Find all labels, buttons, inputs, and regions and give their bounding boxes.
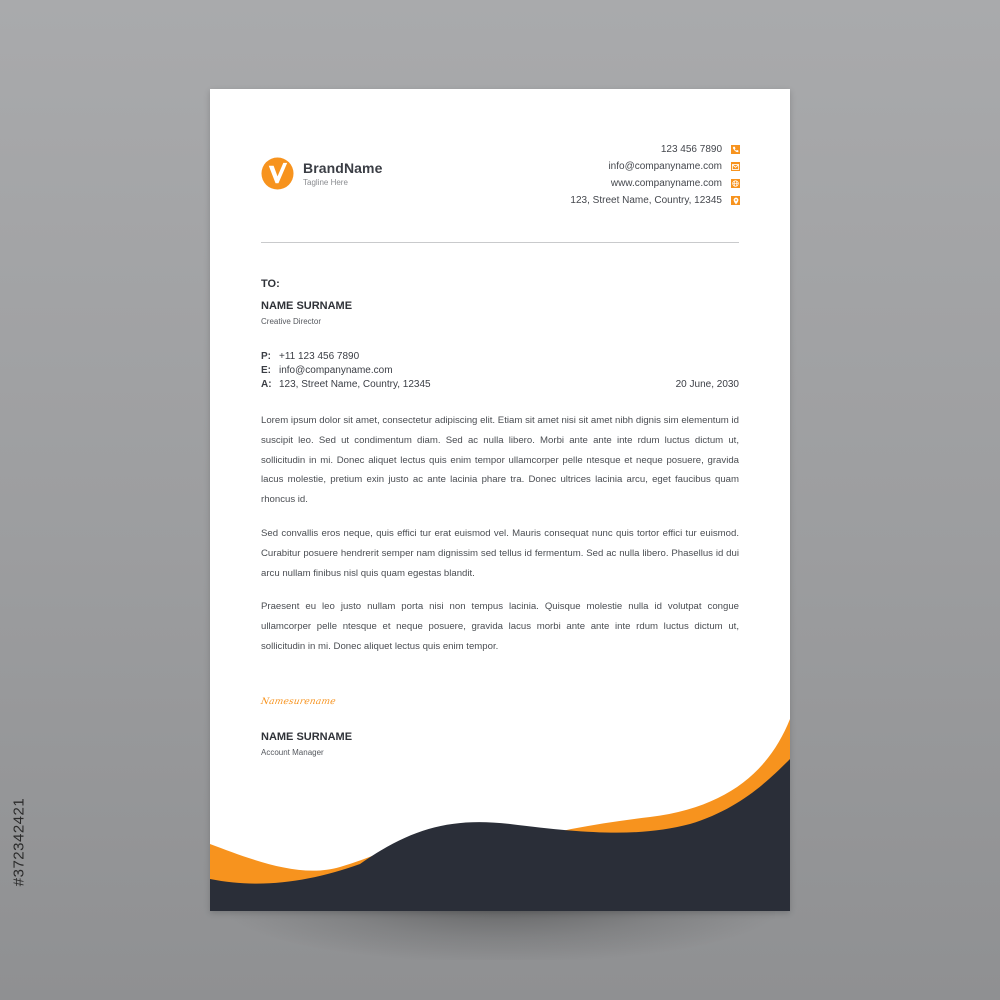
brand-tagline: Tagline Here xyxy=(303,178,348,187)
contact-phone-text: 123 456 7890 xyxy=(660,144,722,155)
signer-title: Account Manager xyxy=(261,748,324,757)
recipient-phone: +11 123 456 7890 xyxy=(279,351,360,362)
footer-waves xyxy=(210,89,790,911)
contact-address-text: 123, Street Name, Country, 12345 xyxy=(570,195,722,206)
letter-date: 20 June, 2030 xyxy=(675,379,739,390)
stock-id-text: #372342421 xyxy=(10,797,28,887)
to-label: TO: xyxy=(261,278,280,290)
signature: Namesurename xyxy=(260,697,337,707)
body-paragraph-1: Lorem ipsum dolor sit amet, consectetur adipiscing elit. Etiam sit amet nisi sit amet nibh dignis sim elementum id suscipit leo. Sed ut condimentum diam. Sed ac nulla libero. Morbi ante ante inte rdum luctus dictum ut, sollicitudin in mi. Donec aliquet lectus quis enim tempor ullamcorper pelle ntesque et neque posuere, gravida lacus molestie, pretium exin justo ac ante lacinia phare tra. Donec ultrices lacinia arcu, eget faucibus quam rhoncus id. xyxy=(261,415,739,506)
footer-wave-dark xyxy=(210,759,790,911)
brand-name: BrandName xyxy=(303,160,383,176)
letterhead-page xyxy=(210,89,790,911)
recipient-email: info@companyname.com xyxy=(279,365,393,376)
recipient-title: Creative Director xyxy=(261,317,322,326)
stock-id xyxy=(9,767,29,917)
phone-label: P: xyxy=(261,351,271,362)
recipient-address: 123, Street Name, Country, 12345 xyxy=(279,379,431,390)
email-label: E: xyxy=(261,365,271,376)
body-paragraph-3: Praesent eu leo justo nullam porta nisi non tempus lacinia. Quisque molestie nulla id volutpat congue ullamcorper pelle ntesque et neque posuere, gravida lacus morbi ante ante inte rdum luctus dictum ut, sollicitudin in mi. Donec aliquet lectus quis enim tempor. xyxy=(261,601,739,652)
contact-website-text: www.companyname.com xyxy=(610,178,722,189)
signer-name: NAME SURNAME xyxy=(261,731,353,743)
body-paragraph-2: Sed convallis eros neque, quis effici tur erat euismod vel. Mauris consequat nunc quis tortor effici tur euismod. Curabitur posuere hendrerit semper nam dignissim sed tellus id fermentum. Sed ac nulla libero. Phasellus id dui arcu nullam finibus nisl quis quam egestas blandit. xyxy=(261,528,739,579)
recipient-name: NAME SURNAME xyxy=(261,300,353,312)
address-label: A: xyxy=(261,379,272,390)
contact-email-text: info@companyname.com xyxy=(608,161,722,172)
